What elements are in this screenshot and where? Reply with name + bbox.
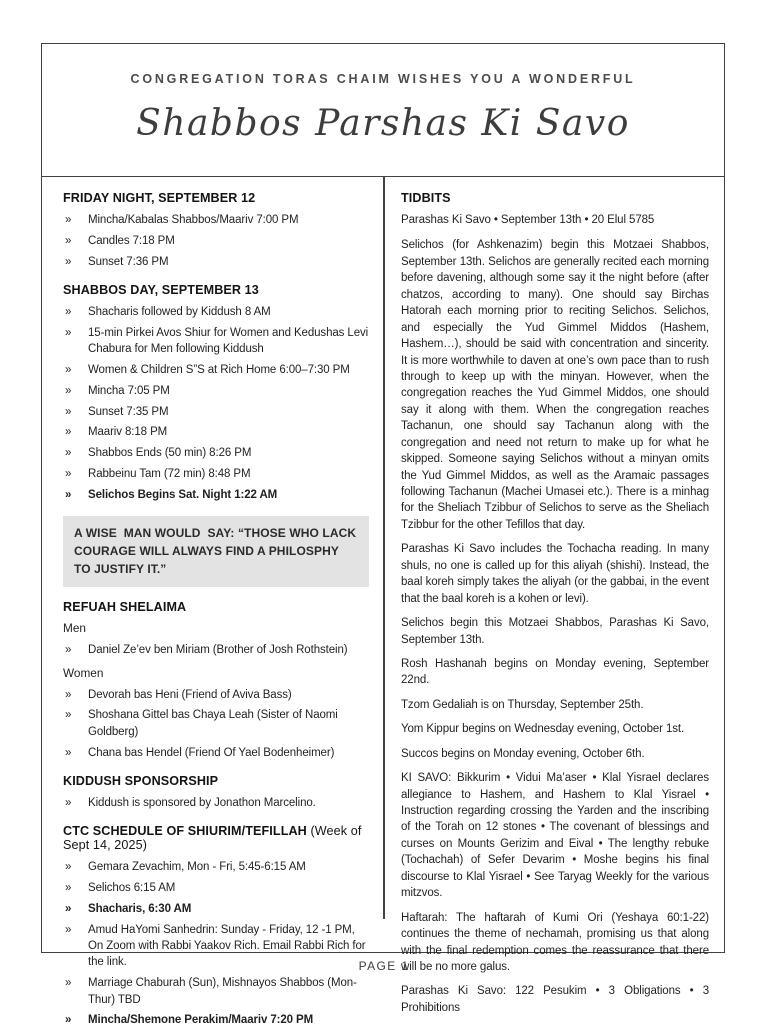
- chevron-bullet: »: [65, 214, 72, 226]
- chevron-bullet: »: [65, 468, 72, 481]
- chevron-bullet: »: [65, 977, 72, 990]
- schedule-column: [42, 177, 383, 1027]
- masthead: [42, 44, 724, 177]
- list-item: » Gemara Zevachim, Mon - Fri, 5:45-6:15 AM: [63, 859, 369, 875]
- chevron-bullet: »: [65, 923, 72, 936]
- chevron-bullet: »: [65, 644, 72, 657]
- refuah-women-label: Women: [63, 665, 104, 680]
- parsha-script-title: Shabbos Parshas Ki Savo: [136, 103, 630, 144]
- list-item-mincha-maariv: » Mincha/Shemone Perakim/Maariv 7:20 PM: [63, 1012, 369, 1028]
- chevron-bullet: »: [65, 746, 72, 759]
- list-item: » Shacharis followed by Kiddush 8 AM: [63, 304, 369, 320]
- refuah-women-list: [63, 687, 369, 761]
- tidbits-paragraph-selichos-date: Selichos begin this Motzaei Shabbos, Parashas Ki Savo, September 13th.: [401, 617, 709, 646]
- list-item: » Sunset 7:35 PM: [63, 404, 369, 420]
- tidbits-paragraph-selichos: Selichos (for Ashkenazim) begin this Motzaei Shabbos, September 13th. Selichos are generally recited each morning before davening, although some say it the night before (after chatzos, according to many). One should say Birchas Hatorah each morning prior to reciting Selichos. Selichos, and especially the Yud Gimmel Middos (Hashem, Hashem…), should be said with concentration and sincerity. It is more worthwhile to daven at one’s own pace than to rush through to keep up with the minyan. However, when the congregation reaches the Yud Gimmel Middos, one should say it along with them. When the congregation reaches Tachanun, one should say Tachanun along with the congregation and need not return to make up for what he skipped. Someone saying Selichos without a minyan omits the Yud Gimmel Middos, as well as the Aramaic passages following Tachanun (Machei Umasei etc.). There is a minhag for the Sheliach Tzibbur of Selichos to serve as the Sheliach Tzibbur for the other Tefillos that day.: [401, 239, 709, 531]
- ctc-heading-week: (Week of Sept 14, 2025): [63, 824, 362, 853]
- tidbits-paragraph-pesukim-count: Parashas Ki Savo: 122 Pesukim • 3 Obligations • 3 Prohibitions: [401, 985, 709, 1014]
- page-number: PAGE 1: [358, 959, 410, 973]
- chevron-bullet: »: [65, 405, 72, 418]
- tidbits-subheading: Parashas Ki Savo • September 13th • 20 Elul 5785: [401, 214, 655, 226]
- list-item: » Marriage Chaburah (Sun), Mishnayos Shabbos (Mon-Thur) TBD: [63, 975, 369, 1008]
- ctc-schedule-list: [63, 859, 369, 1028]
- wise-man-quote-box: A WISE MAN WOULD SAY: “THOSE WHO LACK COURAGE WILL ALWAYS FIND A PHILOSPHY TO JUSTIFY IT.”: [63, 516, 369, 587]
- tidbits-paragraph-tzom-gedaliah: Tzom Gedaliah is on Thursday, September 25th.: [401, 698, 644, 711]
- tidbits-paragraph-haftarah: Haftarah: The haftarah of Kumi Ori (Yeshaya 60:1-22) continues the theme of nechamah, promising us that along with the final redemption comes the reassurance that there will be no more galus.: [401, 911, 709, 973]
- heading-ctc-schedule: [63, 824, 369, 852]
- chevron-bullet: »: [65, 882, 72, 895]
- list-item: » Sunset 7:36 PM: [63, 254, 369, 270]
- list-item: » Mincha 7:05 PM: [63, 383, 369, 399]
- list-item: » Daniel Ze’ev ben Miriam (Brother of Josh Rothstein): [63, 642, 369, 658]
- chevron-bullet: »: [65, 861, 72, 874]
- chevron-bullet: »: [65, 902, 72, 915]
- chevron-bullet: »: [65, 305, 72, 318]
- ctc-heading-main: CTC SCHEDULE OF SHIURIM/TEFILLAH: [63, 824, 307, 839]
- list-item-selichos-begins: » Selichos Begins Sat. Night 1:22 AM: [63, 487, 369, 503]
- list-item: » Selichos 6:15 AM: [63, 880, 369, 896]
- list-item: » Candles 7:18 PM: [63, 233, 369, 249]
- chevron-bullet: »: [65, 1014, 72, 1027]
- list-item: » Rabbeinu Tam (72 min) 8:48 PM: [63, 466, 369, 482]
- list-item: » Kiddush is sponsored by Jonathon Marcelino.: [63, 795, 369, 811]
- kiddush-list: [63, 795, 369, 811]
- tidbits-paragraph-tochacha: Parashas Ki Savo includes the Tochacha reading. In many shuls, no one is called up for this aliyah (shishi). Instead, the baal koreh simply takes the aliyah (or the gabbai, in the event that the baal koreh is a kohen or levi).: [401, 543, 709, 605]
- friday-night-list: [63, 212, 369, 270]
- heading-shabbos-day: SHABBOS DAY, SEPTEMBER 13: [63, 282, 259, 297]
- tidbits-paragraph-succos: Succos begins on Monday evening, October 6th.: [401, 747, 645, 760]
- list-item: » Amud HaYomi Sanhedrin: Sunday - Friday, 12 -1 PM, On Zoom with Rabbi Yaakov Rich. Email Rabbi Rich for the link.: [63, 922, 369, 971]
- chevron-bullet: »: [65, 796, 72, 809]
- heading-tidbits: TIDBITS: [401, 191, 451, 205]
- list-item: » Women & Children S”S at Rich Home 6:00–7:30 PM: [63, 362, 369, 378]
- list-item: » Devorah bas Heni (Friend of Aviva Bass): [63, 687, 369, 703]
- refuah-men-list: [63, 642, 369, 658]
- heading-refuah-shelaima: REFUAH SHELAIMA: [63, 600, 187, 615]
- column-divider: [383, 177, 385, 919]
- chevron-bullet: »: [65, 447, 72, 460]
- list-item: » Shabbos Ends (50 min) 8:26 PM: [63, 445, 369, 461]
- chevron-bullet: »: [65, 363, 72, 376]
- chevron-bullet: »: [65, 709, 72, 722]
- list-item: » 15-min Pirkei Avos Shiur for Women and Kedushas Levi Chabura for Men following Kiddush: [63, 325, 369, 358]
- chevron-bullet: »: [65, 255, 72, 268]
- chevron-bullet: »: [65, 326, 72, 339]
- chevron-bullet: »: [65, 688, 72, 701]
- tidbits-paragraph-ki-savo-summary: KI SAVO: Bikkurim • Vidui Ma’aser • Klal Yisrael declares allegiance to Hashem, and Hashem to Klal Yisrael • Instruction regarding crossing the Yarden and the inscribing of the Torah on 12 stones • The covenant of blessings and curses on Mounts Gerizim and Eival • The lengthy rebuke (Tochachah) of Sefer Devarim • Moshe begins his final discourse to Klal Yisrael • See Taryag Weekly for the various mitzvos.: [401, 772, 709, 900]
- list-item: » Shoshana Gittel bas Chaya Leah (Sister of Naomi Goldberg): [63, 707, 369, 740]
- tidbits-paragraph-yom-kippur: Yom Kippur begins on Wednesday evening, October 1st.: [401, 723, 685, 736]
- shabbos-day-list: [63, 304, 369, 503]
- list-item-shacharis: » Shacharis, 6:30 AM: [63, 901, 369, 917]
- chevron-bullet: »: [65, 488, 72, 501]
- chevron-bullet: »: [65, 234, 72, 247]
- list-item: » Mincha/Kabalas Shabbos/Maariv 7:00 PM: [63, 212, 369, 228]
- heading-kiddush-sponsorship: KIDDUSH SPONSORSHIP: [63, 773, 219, 788]
- list-item: » Maariv 8:18 PM: [63, 424, 369, 440]
- heading-friday-night: FRIDAY NIGHT, SEPTEMBER 12: [63, 191, 256, 205]
- congregation-tagline: CONGREGATION TORAS CHAIM WISHES YOU A WONDERFUL: [130, 72, 636, 86]
- chevron-bullet: »: [65, 384, 72, 397]
- refuah-men-label: Men: [63, 621, 86, 636]
- tidbits-paragraph-rosh-hashanah: Rosh Hashanah begins on Monday evening, September 22nd.: [401, 657, 709, 687]
- chevron-bullet: »: [65, 426, 72, 439]
- list-item: » Chana bas Hendel (Friend Of Yael Bodenheimer): [63, 745, 369, 761]
